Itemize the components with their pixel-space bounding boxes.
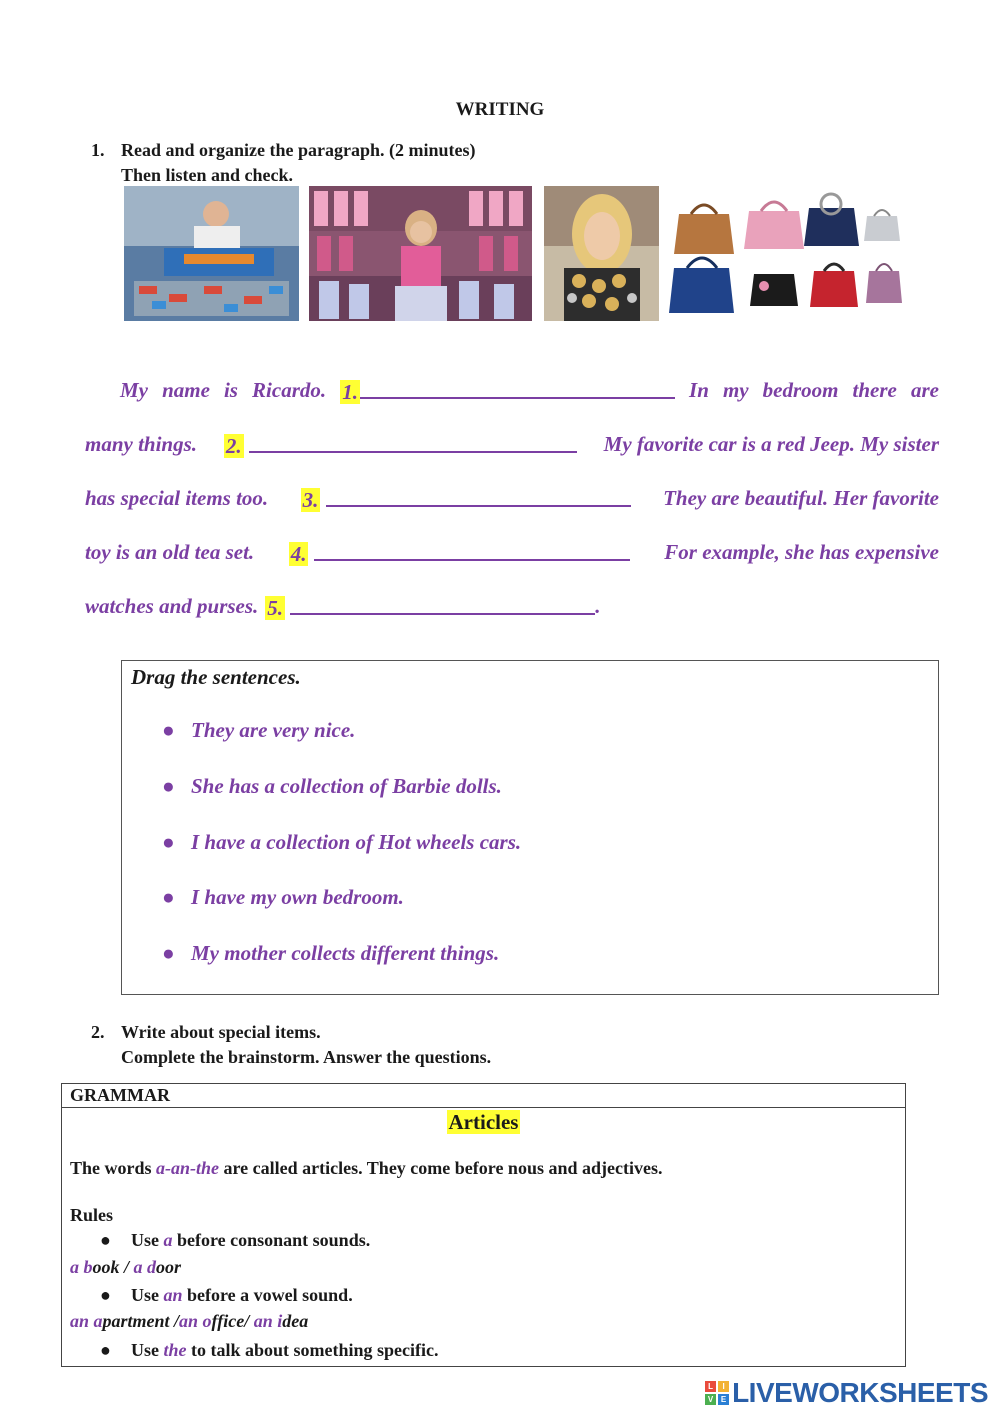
example-text: dea — [282, 1311, 309, 1331]
paragraph-word: there — [852, 378, 897, 402]
paragraph-text: They are beautiful. Her favorite — [663, 486, 939, 510]
bullet-icon: ● — [100, 1285, 111, 1305]
drag-sentence-text: I have a collection of Hot wheels cars. — [191, 830, 522, 854]
grammar-intro-text: are called articles. They come before nous and adjectives. — [219, 1158, 663, 1178]
drag-sentence-text: My mother collects different things. — [191, 941, 500, 965]
task-1-number: 1. — [91, 140, 105, 160]
rule-article: an — [163, 1285, 183, 1305]
example-letter: b — [83, 1257, 93, 1277]
paragraph-line-3 — [85, 486, 939, 513]
blank-1[interactable] — [340, 378, 675, 405]
grammar-title-text: Articles — [448, 1110, 519, 1134]
task-2-instructions — [91, 1020, 492, 1070]
logo-letter: I — [718, 1381, 729, 1392]
rule-text: to talk about something specific. — [186, 1340, 439, 1360]
paragraph-word: my — [722, 378, 749, 402]
example-letter: d — [147, 1257, 157, 1277]
blank-2-number: 2. — [225, 434, 242, 458]
bullet-icon: ● — [162, 774, 175, 798]
grammar-intro-text: The words — [70, 1158, 157, 1178]
drag-sentence[interactable] — [162, 941, 499, 966]
blank-5-number: 5. — [267, 596, 284, 620]
grammar-intro-articles: a-an-the — [156, 1158, 220, 1178]
drag-sentence[interactable] — [162, 774, 502, 799]
paragraph-word: My — [120, 378, 148, 402]
task-2-line-1: Write about special items. — [121, 1022, 321, 1042]
grammar-example-2 — [70, 1311, 308, 1332]
paragraph-word: In — [689, 378, 709, 402]
paragraph-text: My favorite car is a red Jeep. My sister — [603, 432, 939, 456]
example-article: an — [179, 1311, 199, 1331]
grammar-header — [62, 1084, 905, 1108]
grammar-rule-3 — [100, 1340, 439, 1361]
rule-text: Use — [131, 1340, 164, 1360]
drag-sentence[interactable] — [162, 885, 404, 910]
grammar-rule-2 — [100, 1285, 353, 1306]
paragraph-word: name — [162, 378, 210, 402]
task-2-line-2: Complete the brainstorm. Answer the questions. — [121, 1047, 492, 1067]
drag-sentence-text: They are very nice. — [191, 718, 356, 742]
blank-4-line[interactable] — [314, 540, 630, 561]
paragraph-word: Ricardo. — [252, 378, 327, 402]
paragraph-text: For example, she has expensive — [664, 540, 939, 564]
bullet-icon: ● — [100, 1340, 111, 1360]
rule-text: Use — [131, 1230, 164, 1250]
example-text: oor — [156, 1257, 182, 1277]
example-text: ook / — [92, 1257, 134, 1277]
logo-letter: E — [718, 1394, 729, 1405]
bullet-icon: ● — [162, 830, 175, 854]
task-1-line-2: Then listen and check. — [121, 165, 294, 185]
grammar-header-label: GRAMMAR — [70, 1085, 170, 1105]
example-text: partment / — [102, 1311, 180, 1331]
blank-4-number: 4. — [290, 542, 307, 566]
rule-text: Use — [131, 1285, 164, 1305]
bullet-icon: ● — [162, 941, 175, 965]
photo-watches — [544, 186, 659, 321]
blank-1-line[interactable] — [360, 378, 675, 399]
blank-5[interactable] — [265, 594, 595, 621]
bullet-icon: ● — [162, 885, 175, 909]
rule-text: before consonant sounds. — [172, 1230, 371, 1250]
paragraph-word: bedroom — [762, 378, 839, 402]
rule-text: before a vowel sound. — [182, 1285, 353, 1305]
drag-sentence-text: I have my own bedroom. — [191, 885, 404, 909]
bullet-icon: ● — [162, 718, 175, 742]
example-letter: o — [202, 1311, 212, 1331]
drag-title: Drag the sentences. — [131, 665, 301, 689]
blank-3-line[interactable] — [326, 486, 631, 507]
photo-toy-cars — [124, 186, 299, 321]
blank-3[interactable] — [301, 486, 631, 513]
logo-letter: L — [705, 1381, 716, 1392]
blank-5-line[interactable] — [290, 594, 595, 615]
paragraph-line-1 — [120, 378, 939, 405]
paragraph-text: many things. — [85, 432, 198, 456]
paragraph-text: watches and purses. — [85, 594, 259, 618]
photo-dolls — [309, 186, 532, 321]
example-article: a — [133, 1257, 143, 1277]
paragraph-line-2 — [85, 432, 939, 459]
task-1-instructions — [91, 138, 476, 188]
example-text: ffice/ — [211, 1311, 254, 1331]
example-letter: i — [277, 1311, 283, 1331]
drag-sentence[interactable] — [162, 830, 521, 855]
drag-sentence[interactable] — [162, 718, 355, 743]
grammar-rule-1 — [100, 1230, 370, 1251]
bullet-icon: ● — [100, 1230, 111, 1250]
blank-1-number: 1. — [342, 380, 358, 404]
paragraph-word: are — [910, 378, 939, 402]
paragraph-word: is — [223, 378, 238, 402]
grammar-title — [62, 1110, 905, 1135]
logo-letter: V — [705, 1394, 716, 1405]
grammar-rules-label: Rules — [70, 1205, 114, 1225]
rule-article: the — [163, 1340, 187, 1360]
paragraph-text: has special items too. — [85, 486, 269, 510]
blank-2[interactable] — [224, 432, 577, 459]
example-article: a — [70, 1257, 79, 1277]
example-article: an — [253, 1311, 273, 1331]
blank-3-number: 3. — [302, 488, 319, 512]
logo-icon — [705, 1381, 729, 1405]
example-letter: a — [93, 1311, 103, 1331]
blank-4[interactable] — [289, 540, 630, 567]
grammar-box — [61, 1083, 906, 1367]
paragraph-end: . — [595, 594, 601, 618]
task-1-line-1: Read and organize the paragraph. (2 minutes) — [121, 140, 476, 160]
grammar-example-1 — [70, 1257, 181, 1278]
blank-2-line[interactable] — [249, 432, 577, 453]
paragraph-text: toy is an old tea set. — [85, 540, 255, 564]
photo-handbags — [669, 186, 904, 321]
rule-article: a — [163, 1230, 173, 1250]
task-2-number: 2. — [91, 1022, 105, 1042]
liveworksheets-logo[interactable] — [705, 1377, 988, 1409]
page-title: WRITING — [455, 99, 545, 120]
paragraph-line-5 — [85, 594, 939, 621]
logo-text: LIVEWORKSHEETS — [732, 1377, 988, 1408]
paragraph-line-4 — [85, 540, 939, 567]
example-article: an — [70, 1311, 90, 1331]
grammar-intro — [70, 1158, 662, 1179]
drag-sentence-text: She has a collection of Barbie dolls. — [191, 774, 502, 798]
drag-sentences-box — [121, 660, 939, 995]
